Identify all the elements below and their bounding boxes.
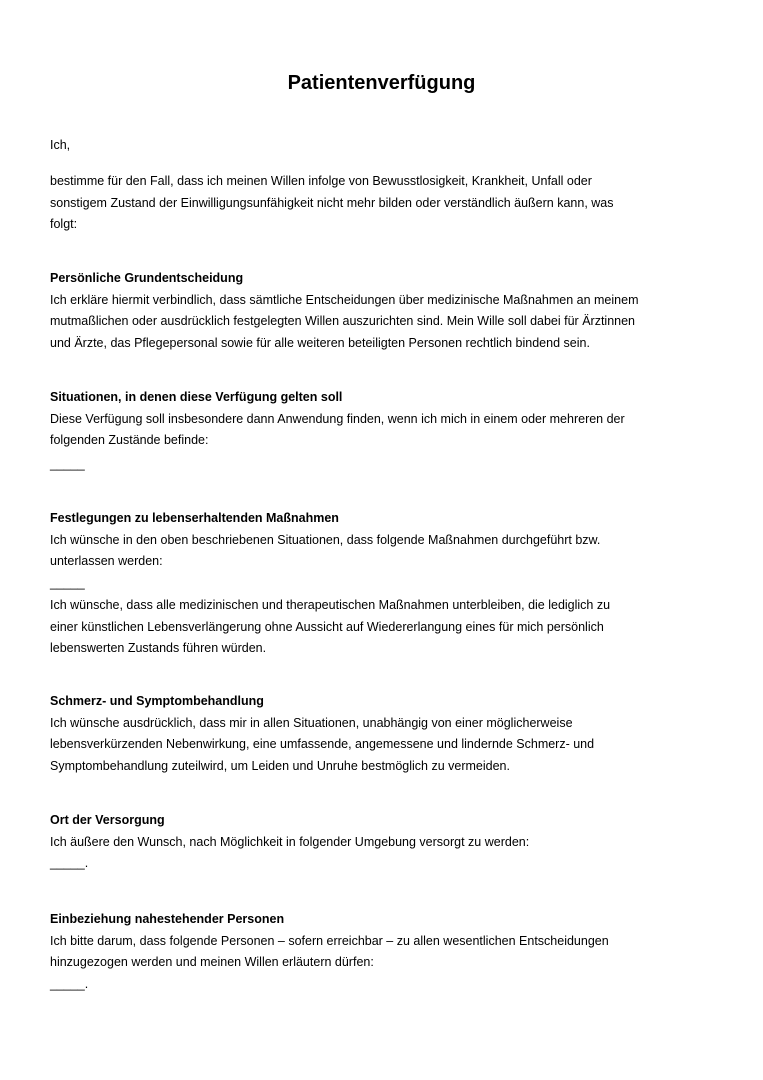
section-line: hinzugezogen werden und meinen Willen erläutern dürfen: bbox=[50, 955, 374, 970]
blank-field: _____ bbox=[50, 457, 85, 472]
intro bbox=[50, 135, 730, 157]
section-line: folgenden Zustände befinde: bbox=[50, 433, 209, 448]
section-line: unterlassen werden: bbox=[50, 554, 163, 569]
preamble-line: folgt: bbox=[50, 217, 78, 232]
section-lebenserhaltende-massnahmen bbox=[50, 508, 730, 660]
section-line: Ich wünsche, dass alle medizinischen und therapeutischen Maßnahmen unterbleiben, die lediglich zu bbox=[50, 597, 611, 612]
section-grundentscheidung bbox=[50, 268, 730, 355]
section-line: lebensverkürzenden Nebenwirkung, eine umfassende, angemessene und lindernde Schmerz- und bbox=[50, 737, 595, 752]
blank-field: _____. bbox=[50, 977, 89, 992]
blank-field: _____ bbox=[50, 576, 85, 591]
section-line: Ich bitte darum, dass folgende Personen – sofern erreichbar – zu allen wesentlichen Entscheidungen bbox=[50, 933, 609, 948]
section-schmerzbehandlung bbox=[50, 691, 730, 778]
preamble-line: bestimme für den Fall, dass ich meinen Willen infolge von Bewusstlosigkeit, Krankheit, Unfall oder bbox=[50, 174, 592, 188]
section-line: mutmaßlichen oder ausdrücklich festgelegten Willen auszurichten sind. Mein Wille soll dabei für Ärztinnen bbox=[50, 314, 635, 329]
section-heading: Situationen, in denen diese Verfügung gelten soll bbox=[50, 390, 343, 404]
preamble bbox=[50, 171, 730, 236]
section-heading: Ort der Versorgung bbox=[50, 813, 165, 827]
preamble-line: sonstigem Zustand der Einwilligungsunfähigkeit nicht mehr bilden oder verständlich äußern kann, was bbox=[50, 195, 614, 210]
section-heading: Einbeziehung nahestehender Personen bbox=[50, 912, 285, 926]
blank-field: _____. bbox=[50, 856, 89, 871]
section-line: Ich wünsche in den oben beschriebenen Situationen, dass folgende Maßnahmen durchgeführt bzw. bbox=[50, 532, 601, 547]
section-ort-der-versorgung bbox=[50, 810, 730, 875]
section-heading: Schmerz- und Symptombehandlung bbox=[50, 694, 264, 708]
section-line: lebenswerten Zustands führen würden. bbox=[50, 641, 267, 656]
section-situationen bbox=[50, 387, 730, 476]
section-nahestehende-personen bbox=[50, 909, 730, 996]
section-heading: Persönliche Grundentscheidung bbox=[50, 271, 244, 285]
section-line: Diese Verfügung soll insbesondere dann Anwendung finden, wenn ich mich in einem oder mehreren der bbox=[50, 411, 625, 426]
section-line: Ich erkläre hiermit verbindlich, dass sämtliche Entscheidungen über medizinische Maßnahmen an meinem bbox=[50, 292, 639, 307]
section-line: und Ärzte, das Pflegepersonal sowie für alle weiteren beteiligten Personen rechtlich bindend sein. bbox=[50, 336, 590, 351]
section-line: Ich wünsche ausdrücklich, dass mir in allen Situationen, unabhängig von einer möglicherweise bbox=[50, 715, 573, 730]
document-title: Patientenverfügung bbox=[287, 72, 476, 94]
section-line: Symptombehandlung zuteilwird, um Leiden und Unruhe bestmöglich zu vermeiden. bbox=[50, 759, 510, 774]
section-line: einer künstlichen Lebensverlängerung ohne Aussicht auf Wiedererlangung eines für mich persönlich bbox=[50, 619, 604, 634]
intro-text: Ich, bbox=[50, 138, 71, 152]
section-line: Ich äußere den Wunsch, nach Möglichkeit in folgender Umgebung versorgt zu werden: bbox=[50, 834, 530, 849]
section-heading: Festlegungen zu lebenserhaltenden Maßnahmen bbox=[50, 511, 339, 525]
